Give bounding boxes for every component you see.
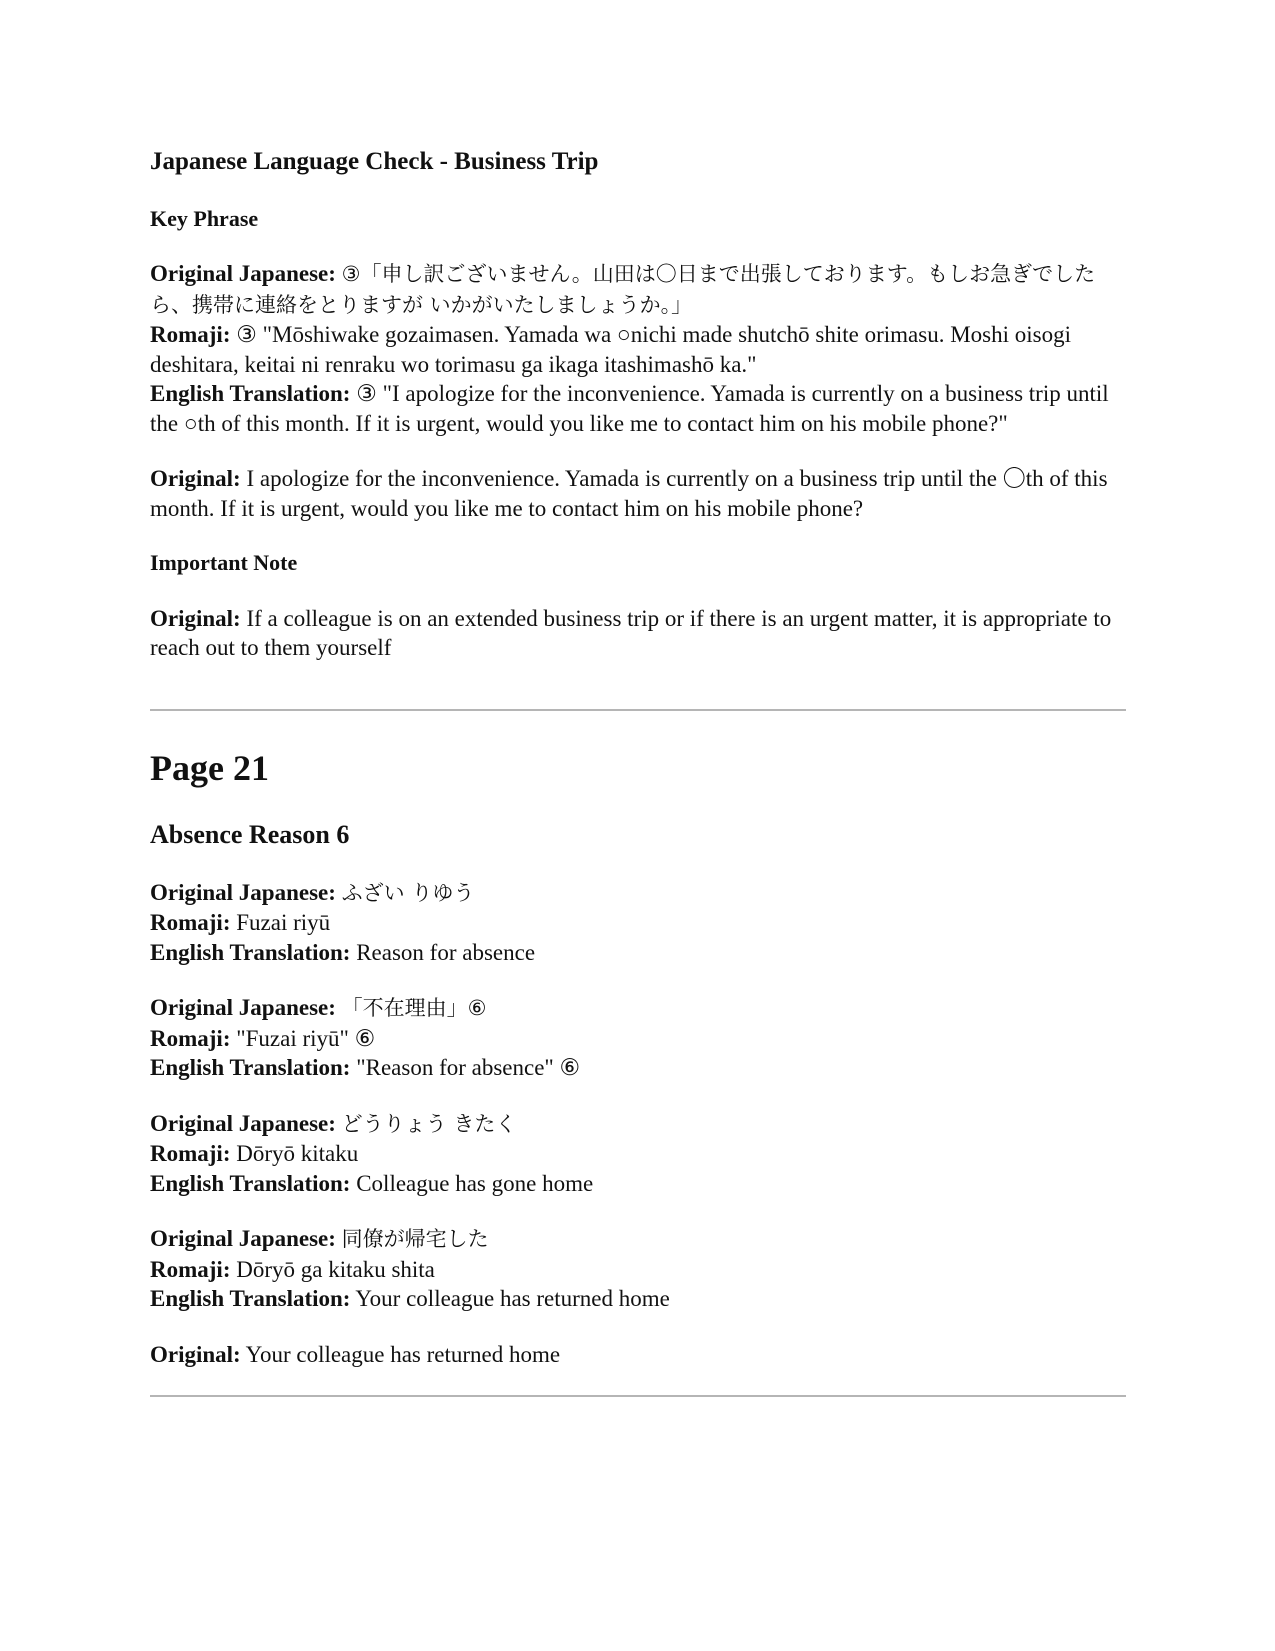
entry-english-line (150, 1284, 1126, 1314)
romaji-label: Romaji: (150, 1025, 231, 1051)
english-translation-text: Colleague has gone home (356, 1170, 594, 1196)
absence-entry (150, 1109, 1126, 1199)
key-phrase-romaji-line (150, 320, 1126, 379)
romaji-label: Romaji: (150, 1256, 231, 1282)
romaji-label: Romaji: (150, 1141, 231, 1167)
romaji-label: Romaji: (150, 322, 231, 348)
absence-entry (150, 1224, 1126, 1314)
entry-english-line (150, 1053, 1126, 1083)
original-japanese-text: ③「申し訳ございません。山田は〇日まで出張しております。もしお急ぎでしたら、携帯に連絡をとりますが いかがいたしましょうか。」 (150, 262, 1096, 317)
original-text: Your colleague has returned home (245, 1341, 561, 1367)
original-label: Original: (150, 605, 241, 631)
english-translation-text: ③ "I apologize for the inconvenience. Yamada is currently on a business trip until the ○th of this month. If it is urgent, would you like me to contact him on his mobile phone?" (150, 381, 1109, 436)
romaji-text: "Fuzai riyū" ⑥ (236, 1025, 376, 1051)
original-japanese-text: ふざい りゆう (341, 880, 475, 905)
document-page (150, 146, 1126, 1433)
entry-japanese-line (150, 1224, 1126, 1255)
romaji-text: Fuzai riyū (236, 910, 331, 936)
absence-reason-heading: Absence Reason 6 (150, 819, 350, 849)
entry-romaji-line (150, 1255, 1126, 1285)
key-phrase-japanese-line (150, 259, 1126, 320)
page-number-heading: Page 21 (150, 747, 269, 788)
english-translation-label: English Translation: (150, 1286, 351, 1312)
entry-japanese-line (150, 878, 1126, 909)
original-label: Original: (150, 1341, 241, 1367)
romaji-label: Romaji: (150, 910, 231, 936)
important-note-text: If a colleague is on an extended business trip or if there is an urgent matter, it is appropriate to reach out to them yourself (150, 605, 1112, 661)
entry-english-line (150, 938, 1126, 968)
key-phrase-english-line (150, 379, 1126, 438)
english-translation-text: "Reason for absence" ⑥ (356, 1055, 581, 1081)
english-translation-text: Reason for absence (356, 939, 536, 965)
section-divider (150, 709, 1126, 711)
romaji-text: Dōryō ga kitaku shita (236, 1256, 435, 1282)
original-japanese-label: Original Japanese: (150, 995, 336, 1021)
english-translation-text: Your colleague has returned home (355, 1286, 670, 1312)
original-japanese-label: Original Japanese: (150, 261, 336, 287)
original-japanese-text: 同僚が帰宅した (341, 1227, 489, 1252)
document-title: Japanese Language Check - Business Trip (150, 148, 599, 175)
english-translation-label: English Translation: (150, 381, 351, 407)
absence-entry (150, 993, 1126, 1083)
entry-japanese-line (150, 1109, 1126, 1140)
original-japanese-label: Original Japanese: (150, 879, 336, 905)
key-phrase-block (150, 259, 1126, 438)
key-phrase-heading: Key Phrase (150, 205, 259, 231)
english-translation-label: English Translation: (150, 939, 351, 965)
original-japanese-text: どうりょう きたく (341, 1111, 517, 1136)
original-text: I apologize for the inconvenience. Yamada is currently on a business trip until the 〇th of this month. If it is urgent, would you like me to contact him on his mobile phone? (150, 466, 1108, 521)
original-japanese-label: Original Japanese: (150, 1110, 336, 1136)
entry-romaji-line (150, 908, 1126, 938)
section-divider (150, 1395, 1126, 1397)
english-translation-label: English Translation: (150, 1170, 351, 1196)
absence-original-paragraph (150, 1340, 1126, 1370)
original-label: Original: (150, 466, 241, 492)
romaji-text: Dōryō kitaku (236, 1141, 359, 1167)
entry-romaji-line (150, 1024, 1126, 1054)
important-note-heading: Important Note (150, 550, 298, 576)
key-phrase-original-paragraph (150, 464, 1126, 523)
entry-english-line (150, 1169, 1126, 1199)
romaji-text: ③ "Mōshiwake gozaimasen. Yamada wa ○nichi made shutchō shite orimasu. Moshi oisogi deshitara, keitai ni renraku wo torimasu ga ikaga itashimashō ka." (150, 322, 1071, 377)
english-translation-label: English Translation: (150, 1055, 351, 1081)
entry-japanese-line (150, 993, 1126, 1024)
original-japanese-label: Original Japanese: (150, 1226, 336, 1252)
original-japanese-text: 「不在理由」⑥ (341, 996, 487, 1021)
absence-entry (150, 878, 1126, 968)
entry-romaji-line (150, 1139, 1126, 1169)
important-note-paragraph (150, 604, 1126, 663)
